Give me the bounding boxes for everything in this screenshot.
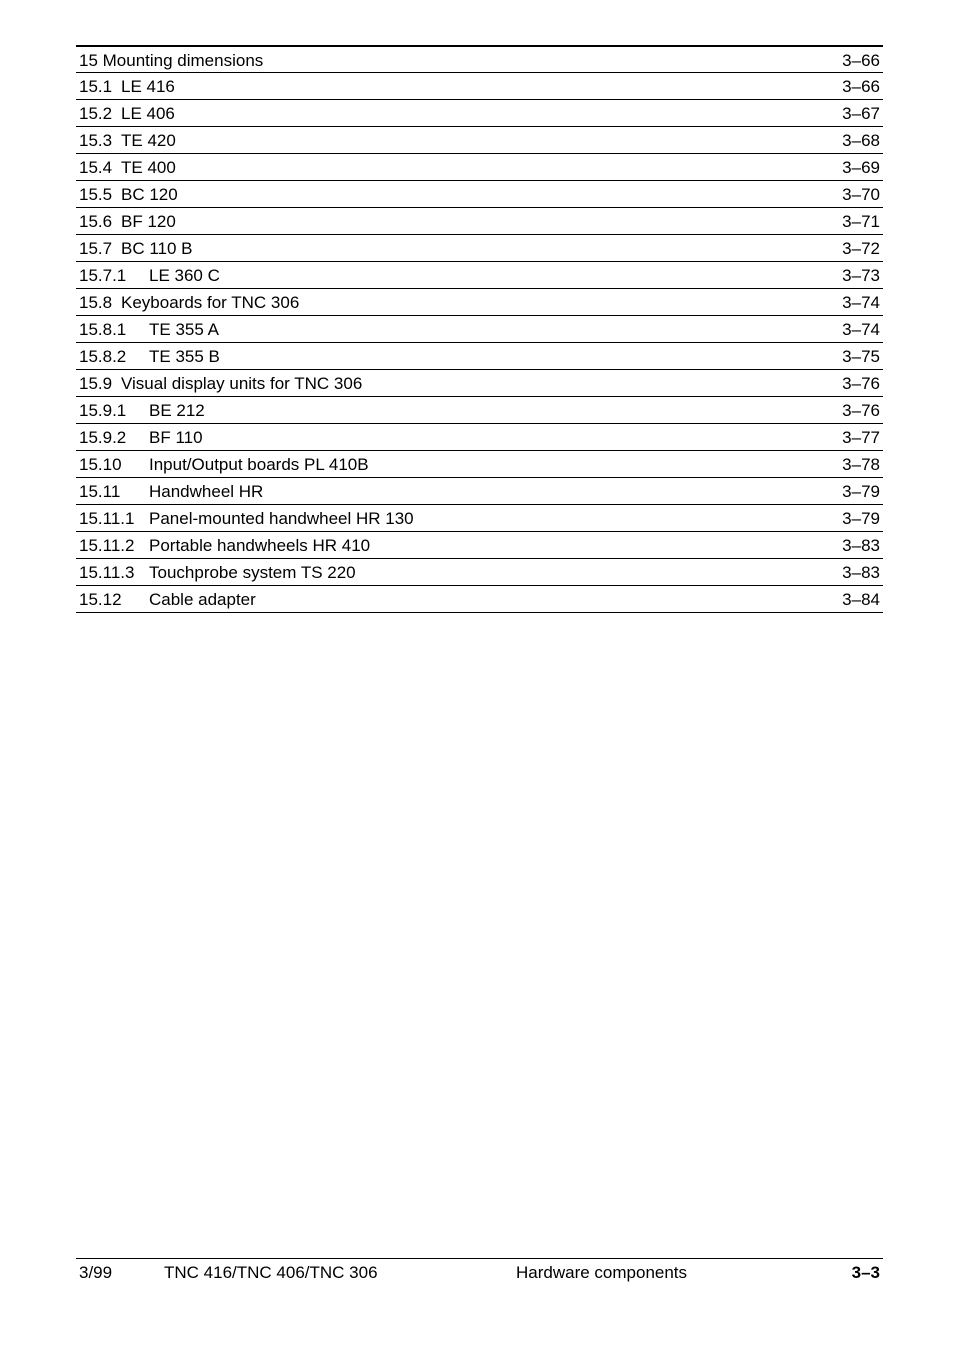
- toc-entry-page: 3–84: [842, 590, 880, 609]
- toc-entry-title: Keyboards for TNC 306: [121, 293, 300, 312]
- toc-row[interactable]: [76, 478, 883, 505]
- toc-entry-page: 3–76: [842, 401, 880, 420]
- toc-entry-page: 3–77: [842, 428, 880, 447]
- toc-entry-page: 3–66: [842, 77, 880, 96]
- toc-entry-page: 3–83: [842, 536, 880, 555]
- toc-entry-title: TE 355 A: [149, 320, 219, 339]
- toc-entry-number: 15.7: [79, 239, 113, 258]
- toc-row[interactable]: [76, 289, 883, 316]
- toc-entry-number: 15.9.1: [79, 401, 127, 420]
- toc-row[interactable]: [76, 505, 883, 532]
- toc-row[interactable]: [76, 343, 883, 370]
- toc-entry-page: 3–76: [842, 374, 880, 393]
- toc-row[interactable]: [76, 47, 883, 73]
- toc-entry-number: 15.8: [79, 293, 113, 312]
- toc-entry-number: 15.8.1: [79, 320, 127, 339]
- toc-row[interactable]: [76, 424, 883, 451]
- toc-entry-page: 3–72: [842, 239, 880, 258]
- toc-entry-title: TE 420: [121, 131, 176, 150]
- toc-entry-page: 3–68: [842, 131, 880, 150]
- toc-entry-title: LE 416: [121, 77, 175, 96]
- toc-row[interactable]: [76, 208, 883, 235]
- toc-entry-page: 3–75: [842, 347, 880, 366]
- toc-entry-number: 15.1: [79, 77, 113, 96]
- toc-row[interactable]: [76, 451, 883, 478]
- toc-entry-number: 15.9.2: [79, 428, 127, 447]
- toc-entry-title: Input/Output boards PL 410B: [149, 455, 369, 474]
- toc-row[interactable]: [76, 397, 883, 424]
- toc-row[interactable]: [76, 370, 883, 397]
- toc-entry-number: 15.2: [79, 104, 113, 123]
- toc-entry-page: 3–71: [842, 212, 880, 231]
- page-footer: [76, 1258, 883, 1285]
- toc-entry-number: 15.10: [79, 455, 122, 474]
- toc-entry-title: Panel-mounted handwheel HR 130: [149, 509, 414, 528]
- toc-entry-page: 3–78: [842, 455, 880, 474]
- toc-entry-title: Portable handwheels HR 410: [149, 536, 371, 555]
- toc-row[interactable]: [76, 559, 883, 586]
- toc-row[interactable]: [76, 73, 883, 100]
- toc-entry-number: 15.4: [79, 158, 113, 177]
- toc-entry-page: 3–74: [842, 293, 880, 312]
- toc-row[interactable]: [76, 100, 883, 127]
- toc-entry-page: 3–69: [842, 158, 880, 177]
- toc-entry-title: LE 360 C: [149, 266, 220, 285]
- toc-row[interactable]: [76, 154, 883, 181]
- toc-entry-title: TE 400: [121, 158, 176, 177]
- footer-model: TNC 416/TNC 406/TNC 306: [164, 1263, 378, 1282]
- toc-entry-title: Touchprobe system TS 220: [149, 563, 356, 582]
- toc-row[interactable]: [76, 586, 883, 613]
- toc-entry-page: 3–79: [842, 509, 880, 528]
- toc-entry-number: 15.12: [79, 590, 122, 609]
- toc-entry-page: 3–66: [842, 51, 880, 70]
- toc-entry-page: 3–70: [842, 185, 880, 204]
- footer-date: 3/99: [79, 1263, 113, 1282]
- toc-row[interactable]: [76, 127, 883, 154]
- toc-entry-title: 15 Mounting dimensions: [79, 51, 264, 70]
- toc-entry-title: BE 212: [149, 401, 205, 420]
- toc-entry-title: BC 120: [121, 185, 178, 204]
- toc-entry-number: 15.6: [79, 212, 113, 231]
- toc-entry-number: 15.5: [79, 185, 113, 204]
- toc-entry-number: 15.9: [79, 374, 113, 393]
- toc-entry-title: BC 110 B: [121, 239, 193, 258]
- toc-entry-page: 3–73: [842, 266, 880, 285]
- toc-entry-title: BF 110: [149, 428, 203, 447]
- table-of-contents: [76, 45, 883, 613]
- toc-entry-number: 15.7.1: [79, 266, 127, 285]
- toc-entry-title: LE 406: [121, 104, 175, 123]
- toc-entry-number: 15.11: [79, 482, 121, 501]
- toc-entry-title: Cable adapter: [149, 590, 256, 609]
- toc-entry-title: TE 355 B: [149, 347, 220, 366]
- toc-entry-number: 15.11.2: [79, 536, 135, 555]
- toc-entry-number: 15.8.2: [79, 347, 127, 366]
- toc-row[interactable]: [76, 262, 883, 289]
- toc-row[interactable]: [76, 181, 883, 208]
- toc-row[interactable]: [76, 235, 883, 262]
- toc-row[interactable]: [76, 316, 883, 343]
- toc-entry-page: 3–83: [842, 563, 880, 582]
- toc-row[interactable]: [76, 532, 883, 559]
- toc-entry-title: Visual display units for TNC 306: [121, 374, 363, 393]
- toc-entry-number: 15.11.3: [79, 563, 135, 582]
- toc-entry-page: 3–67: [842, 104, 880, 123]
- toc-entry-title: BF 120: [121, 212, 176, 231]
- toc-entry-number: 15.11.1: [79, 509, 135, 528]
- toc-entry-page: 3–74: [842, 320, 880, 339]
- footer-page-number: 3–3: [851, 1263, 880, 1282]
- toc-entry-number: 15.3: [79, 131, 113, 150]
- footer-section: Hardware components: [516, 1263, 688, 1282]
- toc-entry-page: 3–79: [842, 482, 880, 501]
- toc-entry-title: Handwheel HR: [149, 482, 264, 501]
